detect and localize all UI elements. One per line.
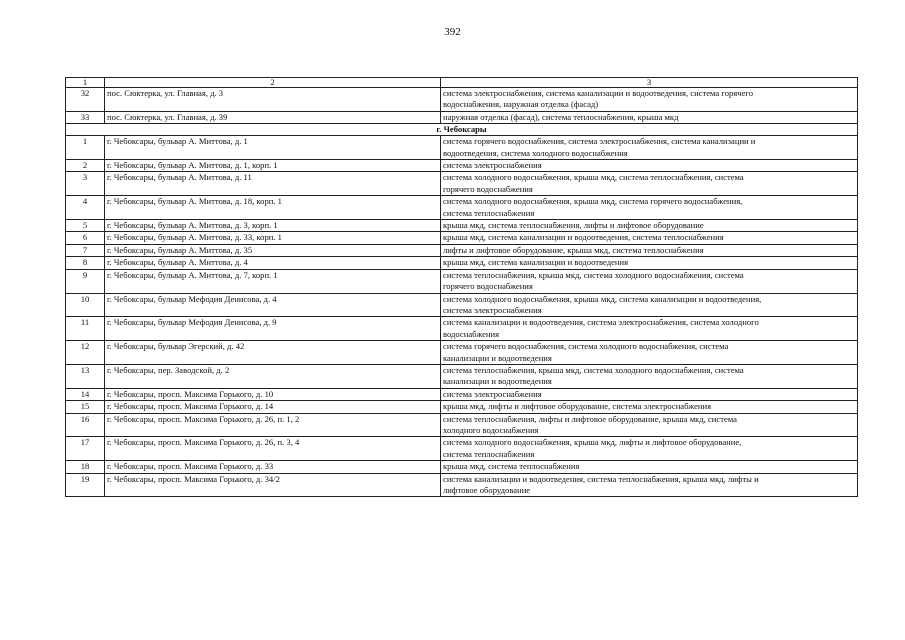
row-number: 9 <box>66 269 105 293</box>
page-number: 392 <box>444 26 461 38</box>
row-address: г. Чебоксары, просп. Максима Горького, д. 26, п. 3, 4 <box>105 437 441 461</box>
row-systems <box>441 257 858 269</box>
row-address: г. Чебоксары, просп. Максима Горького, д. 33 <box>105 461 441 473</box>
table-row <box>66 401 858 413</box>
buildings-table <box>65 77 858 497</box>
table-row <box>66 257 858 269</box>
table-row <box>66 136 858 160</box>
row-systems <box>441 269 858 293</box>
systems-line: система электроснабжения <box>443 388 542 399</box>
row-address: г. Чебоксары, просп. Максима Горького, д. 34/2 <box>105 473 441 497</box>
row-systems <box>441 473 858 497</box>
row-number: 17 <box>66 437 105 461</box>
systems-line: водоснабжения, наружная отделка (фасад) <box>443 99 599 110</box>
row-systems <box>441 437 858 461</box>
row-address: пос. Сюктерка, ул. Главная, д. 3 <box>105 88 441 112</box>
row-number: 10 <box>66 293 105 317</box>
table-row <box>66 293 858 317</box>
section-title: г. Чебоксары <box>66 124 858 136</box>
systems-line: система горячего водоснабжения, система холодного водоснабжения, система <box>443 341 729 352</box>
row-systems <box>441 413 858 437</box>
systems-line: система канализации и водоотведения, система теплоснабжения, крыша мкд, лифты и <box>443 473 759 484</box>
systems-line: система теплоснабжения <box>443 207 535 218</box>
row-number: 15 <box>66 401 105 413</box>
row-address: г. Чебоксары, просп. Максима Горького, д. 10 <box>105 388 441 400</box>
table-row <box>66 88 858 112</box>
systems-line: система канализации и водоотведения, система электроснабжения, система холодного <box>443 317 759 328</box>
row-address: г. Чебоксары, бульвар Мефодия Денисова, д. 4 <box>105 293 441 317</box>
row-address: г. Чебоксары, бульвар А. Миттова, д. 1 <box>105 136 441 160</box>
table-row <box>66 364 858 388</box>
row-address: г. Чебоксары, бульвар Мефодия Денисова, д. 9 <box>105 317 441 341</box>
row-address: г. Чебоксары, бульвар А. Миттова, д. 1, корп. 1 <box>105 160 441 172</box>
table-row <box>66 232 858 244</box>
row-address: г. Чебоксары, просп. Максима Горького, д. 26, п. 1, 2 <box>105 413 441 437</box>
column-number-row <box>66 78 858 88</box>
systems-line: крыша мкд, лифты и лифтовое оборудование, система электроснабжения <box>443 401 712 412</box>
table-row <box>66 413 858 437</box>
table-row <box>66 461 858 473</box>
row-address: г. Чебоксары, бульвар Эгерский, д. 42 <box>105 341 441 365</box>
table-row <box>66 111 858 123</box>
table-row <box>66 269 858 293</box>
systems-line: крыша мкд, система теплоснабжения, лифты и лифтовое оборудование <box>443 220 704 231</box>
systems-line: канализации и водоотведения <box>443 352 552 363</box>
row-number: 1 <box>66 136 105 160</box>
table-row <box>66 317 858 341</box>
row-systems <box>441 232 858 244</box>
systems-line: система холодного водоснабжения, крыша мкд, лифты и лифтовое оборудование, <box>443 437 742 448</box>
row-systems <box>441 317 858 341</box>
row-number: 4 <box>66 196 105 220</box>
row-systems <box>441 220 858 232</box>
row-number: 19 <box>66 473 105 497</box>
systems-line: водоотведения, система холодного водоснабжения <box>443 147 628 158</box>
row-systems <box>441 88 858 112</box>
row-systems <box>441 160 858 172</box>
row-number: 11 <box>66 317 105 341</box>
systems-line: система горячего водоснабжения, система электроснабжения, система канализации и <box>443 136 756 147</box>
row-systems <box>441 388 858 400</box>
row-number: 12 <box>66 341 105 365</box>
row-systems <box>441 364 858 388</box>
systems-line: горячего водоснабжения <box>443 281 533 292</box>
table-row <box>66 473 858 497</box>
row-number: 6 <box>66 232 105 244</box>
systems-line: крыша мкд, система канализации и водоотведения, система теплоснабжения <box>443 232 724 243</box>
systems-line: система электроснабжения, система канализации и водоотведения, система горячего <box>443 88 753 98</box>
row-number: 3 <box>66 172 105 196</box>
section-header-row <box>66 124 858 136</box>
systems-line: лифтовое оборудование <box>443 485 531 495</box>
table-row <box>66 341 858 365</box>
table-row <box>66 437 858 461</box>
systems-line: лифты и лифтовое оборудование, крыша мкд, система теплоснабжения <box>443 244 704 255</box>
row-number: 8 <box>66 257 105 269</box>
row-address: г. Чебоксары, бульвар А. Миттова, д. 3, корп. 1 <box>105 220 441 232</box>
row-address: г. Чебоксары, бульвар А. Миттова, д. 18, корп. 1 <box>105 196 441 220</box>
table-row <box>66 172 858 196</box>
systems-line: водоснабжения <box>443 328 500 339</box>
buildings-table-body <box>66 78 858 497</box>
systems-line: холодного водоснабжения <box>443 424 539 435</box>
systems-line: система теплоснабжения <box>443 448 535 459</box>
row-systems <box>441 196 858 220</box>
row-number: 33 <box>66 111 105 123</box>
table-row <box>66 196 858 220</box>
row-number: 2 <box>66 160 105 172</box>
row-systems <box>441 461 858 473</box>
column-number-3: 3 <box>441 78 858 88</box>
row-systems <box>441 401 858 413</box>
systems-line: система электроснабжения <box>443 160 542 171</box>
row-systems <box>441 293 858 317</box>
row-number: 32 <box>66 88 105 112</box>
row-systems <box>441 136 858 160</box>
row-systems <box>441 244 858 256</box>
row-address: г. Чебоксары, пер. Заводской, д. 2 <box>105 364 441 388</box>
systems-line: система теплоснабжения, лифты и лифтовое оборудование, крыша мкд, система <box>443 413 737 424</box>
row-number: 13 <box>66 364 105 388</box>
column-number-1: 1 <box>66 78 105 88</box>
table-row <box>66 388 858 400</box>
row-number: 14 <box>66 388 105 400</box>
row-address: пос. Сюктерка, ул. Главная, д. 39 <box>105 111 441 123</box>
row-number: 7 <box>66 244 105 256</box>
row-number: 5 <box>66 220 105 232</box>
table-row <box>66 220 858 232</box>
systems-line: система теплоснабжения, крыша мкд, система холодного водоснабжения, система <box>443 269 744 280</box>
table-row <box>66 160 858 172</box>
systems-line: система холодного водоснабжения, крыша мкд, система теплоснабжения, система <box>443 172 744 183</box>
column-number-2: 2 <box>105 78 441 88</box>
row-systems <box>441 111 858 123</box>
row-address: г. Чебоксары, бульвар А. Миттова, д. 7, корп. 1 <box>105 269 441 293</box>
row-number: 18 <box>66 461 105 473</box>
row-address: г. Чебоксары, бульвар А. Миттова, д. 33, корп. 1 <box>105 232 441 244</box>
row-address: г. Чебоксары, бульвар А. Миттова, д. 35 <box>105 244 441 256</box>
row-address: г. Чебоксары, бульвар А. Миттова, д. 4 <box>105 257 441 269</box>
table-row <box>66 244 858 256</box>
systems-line: система холодного водоснабжения, крыша мкд, система канализации и водоотведения, <box>443 293 762 304</box>
systems-line: система холодного водоснабжения, крыша мкд, система горячего водоснабжения, <box>443 196 743 207</box>
row-address: г. Чебоксары, просп. Максима Горького, д. 14 <box>105 401 441 413</box>
systems-line: наружная отделка (фасад), система теплоснабжения, крыша мкд <box>443 111 679 122</box>
row-number: 16 <box>66 413 105 437</box>
row-address: г. Чебоксары, бульвар А. Миттова, д. 11 <box>105 172 441 196</box>
systems-line: крыша мкд, система канализации и водоотведения <box>443 257 629 268</box>
systems-line: система электроснабжения <box>443 304 542 315</box>
row-systems <box>441 341 858 365</box>
systems-line: горячего водоснабжения <box>443 183 533 194</box>
systems-line: канализации и водоотведения <box>443 376 552 387</box>
row-systems <box>441 172 858 196</box>
systems-line: система теплоснабжения, крыша мкд, система холодного водоснабжения, система <box>443 364 744 375</box>
systems-line: крыша мкд, система теплоснабжения <box>443 461 580 472</box>
